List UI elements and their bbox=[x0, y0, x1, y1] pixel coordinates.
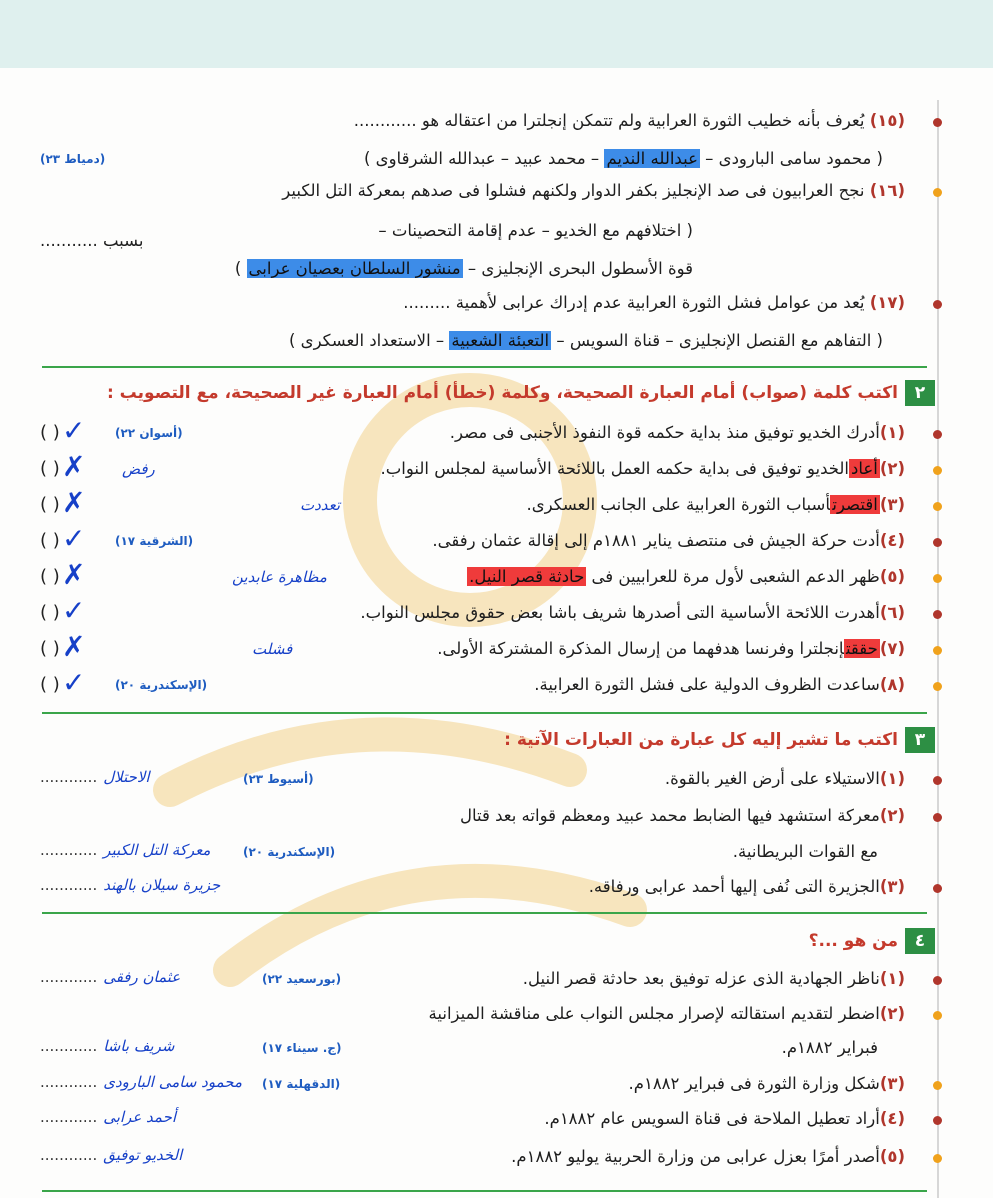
s4-item-handwritten: أحمد عرابى bbox=[103, 1108, 177, 1126]
s2-item-highlight: حققت bbox=[845, 639, 878, 658]
s2-item-number: (٣) bbox=[879, 495, 905, 514]
s4-item-text: اضطر لتقديم استقالته لإصرار مجلس النواب على مناقشة الميزانية bbox=[428, 1004, 880, 1023]
s4-item bbox=[544, 1108, 905, 1130]
s4-item-answer bbox=[40, 968, 180, 986]
s4-item-number: (٢) bbox=[879, 1004, 905, 1023]
bullet-s3-item bbox=[933, 884, 942, 893]
s3-item-answer bbox=[40, 768, 150, 786]
s2-item-mark: ✗ bbox=[62, 630, 86, 663]
s3-item-handwritten: معركة التل الكبير bbox=[103, 841, 211, 859]
s3-item-number: (١) bbox=[879, 769, 905, 788]
s2-item-correction: فشلت bbox=[252, 640, 293, 658]
s2-item-text: أهدرت اللائحة الأساسية التى أصدرها شريف باشا بعض حقوق مجلس النواب. bbox=[360, 603, 880, 622]
s2-item-mark: ✓ bbox=[62, 594, 86, 627]
section-divider-2 bbox=[42, 712, 927, 714]
s2-item-mark: ✓ bbox=[62, 666, 86, 699]
bullet-s2-item bbox=[933, 430, 942, 439]
q15-options-post: – محمد عبيد – عبدالله الشرقاوى ) bbox=[363, 149, 605, 168]
s2-item-number: (٤) bbox=[879, 531, 905, 550]
s4-item bbox=[523, 968, 905, 990]
s4-item-text: أصدر أمرًا بعزل عرابى من وزارة الحربية يوليو ١٨٨٢م. bbox=[511, 1147, 880, 1166]
bullet-s2-item bbox=[933, 502, 942, 511]
section-divider-4 bbox=[42, 1190, 927, 1192]
q17-options-post: – الاستعداد العسكرى ) bbox=[288, 331, 450, 350]
section3-title: اكتب ما تشير إليه كل عبارة من العبارات الآتية : bbox=[504, 730, 898, 750]
s2-item-text: أدت حركة الجيش فى منتصف يناير ١٨٨١م إلى إقالة عثمان رفقى. bbox=[432, 531, 880, 550]
s2-item-number: (٨) bbox=[879, 675, 905, 694]
q16-options-line: ( اختلافهم مع الخديو – عدم إقامة التحصينات – bbox=[378, 221, 693, 240]
s2-item-mark: ✓ bbox=[62, 414, 86, 447]
q15-text: يُعرف بأنه خطيب الثورة العرابية ولم تتمكن إنجلترا من اعتقاله هو ............ bbox=[353, 111, 865, 130]
s2-item-correction: تعددت bbox=[300, 496, 341, 514]
section-divider-1 bbox=[42, 366, 927, 368]
s4-item-text2: فبراير ١٨٨٢م. bbox=[781, 1038, 878, 1057]
s2-item-text: أسباب الثورة العرابية على الجانب العسكرى. bbox=[526, 495, 831, 514]
q16-options-line3 bbox=[235, 258, 693, 280]
section2-number: ٢ bbox=[905, 380, 935, 406]
s3-item-text: الاستيلاء على أرض الغير بالقوة. bbox=[664, 769, 880, 788]
q16-line3-pre: قوة الأسطول البحرى الإنجليزى – bbox=[462, 259, 693, 278]
section3-number: ٣ bbox=[905, 727, 935, 753]
s3-item-number: (٣) bbox=[879, 877, 905, 896]
q17-answer-highlight: التعبئة الشعبية bbox=[451, 331, 550, 350]
s2-item-number: (١) bbox=[879, 423, 905, 442]
bullet-s2-item bbox=[933, 682, 942, 691]
bullet-s4-item bbox=[933, 976, 942, 985]
q16-answer-highlight: منشور السلطان بعصيان عرابى bbox=[248, 259, 461, 278]
s3-item-text: معركة استشهد فيها الضابط محمد عبيد ومعظم قواته بعد قتال bbox=[459, 806, 880, 825]
s2-item-text: الخديو توفيق فى بداية حكمه العمل باللائحة الأساسية لمجلس النواب. bbox=[380, 459, 850, 478]
q15-options-pre: ( محمود سامى البارودى – bbox=[699, 149, 883, 168]
s4-item-number: (٥) bbox=[879, 1147, 905, 1166]
q15-options bbox=[364, 148, 883, 170]
s3-item-dots: ............ bbox=[40, 876, 98, 894]
s4-item-handwritten: شريف باشا bbox=[103, 1037, 175, 1055]
s3-item-text2: مع القوات البريطانية. bbox=[732, 842, 878, 861]
s4-item-answer bbox=[40, 1073, 242, 1091]
bullet-s4-item bbox=[933, 1116, 942, 1125]
s2-item-answer-parens: ( ) bbox=[40, 674, 60, 695]
s2-item-text: ساعدت الظروف الدولية على فشل الثورة العرابية. bbox=[534, 675, 880, 694]
s2-item-highlight: أعاد bbox=[851, 459, 878, 478]
s2-item-highlight: حادثة قصر النيل. bbox=[469, 567, 585, 586]
s2-item-answer-parens: ( ) bbox=[40, 458, 60, 479]
s4-item-dots: ............ bbox=[40, 968, 98, 986]
q15-source: (دمياط ٢٣) bbox=[40, 152, 106, 166]
s2-item-correction: مظاهرة عابدين bbox=[232, 568, 327, 586]
q16-text: نجح العرابيون فى صد الإنجليز بكفر الدوار ولكنهم فشلوا فى صدهم بمعركة التل الكبير bbox=[282, 181, 865, 200]
s3-item-answer bbox=[40, 841, 210, 859]
s3-item-dots: ............ bbox=[40, 768, 98, 786]
s3-item-dots: ............ bbox=[40, 841, 98, 859]
s3-item bbox=[460, 805, 905, 827]
s4-item-number: (٤) bbox=[879, 1109, 905, 1128]
s4-item-answer bbox=[40, 1146, 182, 1164]
s4-item-number: (٣) bbox=[879, 1074, 905, 1093]
s4-item-dots: ............ bbox=[40, 1037, 98, 1055]
bullet-s2-item bbox=[933, 646, 942, 655]
s4-item-number: (١) bbox=[879, 969, 905, 988]
s2-item bbox=[432, 530, 905, 552]
s4-item bbox=[429, 1003, 905, 1025]
bullet-s4-item bbox=[933, 1154, 942, 1163]
s3-item bbox=[589, 876, 905, 898]
bullet-s2-item bbox=[933, 538, 942, 547]
s4-item bbox=[628, 1073, 905, 1095]
q16-line3-post: ) bbox=[234, 259, 247, 278]
s2-item-mark: ✗ bbox=[62, 486, 86, 519]
q15-line bbox=[354, 110, 905, 132]
bullet-q17 bbox=[933, 300, 942, 309]
s4-item-source: (بورسعيد ٢٢) bbox=[262, 972, 342, 986]
s2-item bbox=[437, 638, 905, 660]
s2-item bbox=[360, 602, 905, 624]
s2-item-number: (٢) bbox=[879, 459, 905, 478]
s4-item-handwritten: الخديو توفيق bbox=[103, 1146, 183, 1164]
s4-item-text: ناظر الجهادية الذى عزله توفيق بعد حادثة قصر النيل. bbox=[522, 969, 880, 988]
s2-item-mark: ✗ bbox=[62, 558, 86, 591]
q17-options bbox=[289, 330, 883, 352]
s3-item-text: الجزيرة التى نُفى إليها أحمد عرابى ورفاقه. bbox=[588, 877, 880, 896]
section-divider-3 bbox=[42, 912, 927, 914]
s3-item-handwritten: الاحتلال bbox=[103, 768, 150, 786]
s2-item-highlight: اقتصرت bbox=[832, 495, 878, 514]
s2-item-correction: رفض bbox=[122, 460, 155, 478]
s4-item-handwritten: عثمان رفقى bbox=[103, 968, 181, 986]
s2-item-text: أدرك الخديو توفيق منذ بداية حكمه قوة النفوذ الأجنبى فى مصر. bbox=[449, 423, 880, 442]
s2-item-source: (الإسكندرية ٢٠) bbox=[115, 678, 208, 692]
q16-cause: بسبب ........... bbox=[40, 231, 144, 250]
section2-title: اكتب كلمة (صواب) أمام العبارة الصحيحة، وكلمة (خطأ) أمام العبارة غير الصحيحة، مع التصويب : bbox=[106, 383, 898, 403]
s2-item-source: (أسوان ٢٢) bbox=[115, 426, 183, 440]
s2-item bbox=[467, 566, 905, 588]
s4-item-text: شكل وزارة الثورة فى فبراير ١٨٨٢م. bbox=[628, 1074, 880, 1093]
q16-number: (١٦) bbox=[869, 181, 905, 200]
s2-item-answer-parens: ( ) bbox=[40, 566, 60, 587]
q17-options-pre: ( التفاهم مع القنصل الإنجليزى – قناة السويس – bbox=[551, 331, 883, 350]
s3-item-handwritten: جزيرة سيلان بالهند bbox=[103, 876, 221, 894]
s2-item-number: (٦) bbox=[879, 603, 905, 622]
s2-item bbox=[527, 494, 905, 516]
s4-item-answer bbox=[40, 1037, 174, 1055]
s3-item-number: (٢) bbox=[879, 806, 905, 825]
s2-item-answer-parens: ( ) bbox=[40, 602, 60, 623]
s4-item-dots: ............ bbox=[40, 1146, 98, 1164]
s2-item-answer-parens: ( ) bbox=[40, 494, 60, 515]
s2-item-mark: ✓ bbox=[62, 522, 86, 555]
bullet-s2-item bbox=[933, 574, 942, 583]
s2-item-number: (٥) bbox=[879, 567, 905, 586]
bullet-q16 bbox=[933, 188, 942, 197]
s2-item bbox=[450, 422, 905, 444]
s4-item-text: أراد تعطيل الملاحة فى قناة السويس عام ١٨٨٢م. bbox=[544, 1109, 880, 1128]
section4-number: ٤ bbox=[905, 928, 935, 954]
q17-line bbox=[403, 292, 905, 314]
bullet-s2-item bbox=[933, 610, 942, 619]
bullet-s3-item bbox=[933, 813, 942, 822]
s3-item-source: (أسيوط ٢٣) bbox=[243, 772, 314, 786]
bullet-s4-item bbox=[933, 1011, 942, 1020]
bullet-s4-item bbox=[933, 1081, 942, 1090]
s3-item-source: (الإسكندرية ٢٠) bbox=[243, 845, 336, 859]
s2-item-source: (الشرقية ١٧) bbox=[115, 534, 194, 548]
bullet-s2-item bbox=[933, 466, 942, 475]
s2-item-number: (٧) bbox=[879, 639, 905, 658]
s4-item-handwritten: محمود سامى البارودى bbox=[103, 1073, 242, 1091]
s2-item bbox=[381, 458, 905, 480]
s4-item-source: (ج. سيناء ١٧) bbox=[262, 1041, 342, 1055]
s4-item bbox=[511, 1146, 905, 1168]
s3-item bbox=[665, 768, 905, 790]
s4-item-source: (الدقهلية ١٧) bbox=[262, 1077, 341, 1091]
bullet-s3-item bbox=[933, 776, 942, 785]
q17-text: يُعد من عوامل فشل الثورة العرابية عدم إدراك عرابى لأهمية ......... bbox=[403, 293, 865, 312]
s2-item-pre: ظهر الدعم الشعبى لأول مرة للعرابيين فى bbox=[586, 567, 880, 586]
s2-item-answer-parens: ( ) bbox=[40, 638, 60, 659]
s2-item bbox=[534, 674, 905, 696]
q17-number: (١٧) bbox=[869, 293, 905, 312]
q15-answer-highlight: عبدالله النديم bbox=[606, 149, 698, 168]
s2-item-answer-parens: ( ) bbox=[40, 530, 60, 551]
bullet-q15 bbox=[933, 118, 942, 127]
s2-item-text: إنجلترا وفرنسا هدفهما من إرسال المذكرة المشتركة الأولى. bbox=[437, 639, 844, 658]
s3-item-answer bbox=[40, 876, 220, 894]
top-band bbox=[0, 0, 993, 68]
s4-item-dots: ............ bbox=[40, 1073, 98, 1091]
q16-line bbox=[282, 180, 905, 202]
s4-item-dots: ............ bbox=[40, 1108, 98, 1126]
s4-item-answer bbox=[40, 1108, 176, 1126]
s2-item-answer-parens: ( ) bbox=[40, 422, 60, 443]
section4-title: من هو ...؟ bbox=[808, 931, 898, 951]
s2-item-mark: ✗ bbox=[62, 450, 86, 483]
q15-number: (١٥) bbox=[869, 111, 905, 130]
